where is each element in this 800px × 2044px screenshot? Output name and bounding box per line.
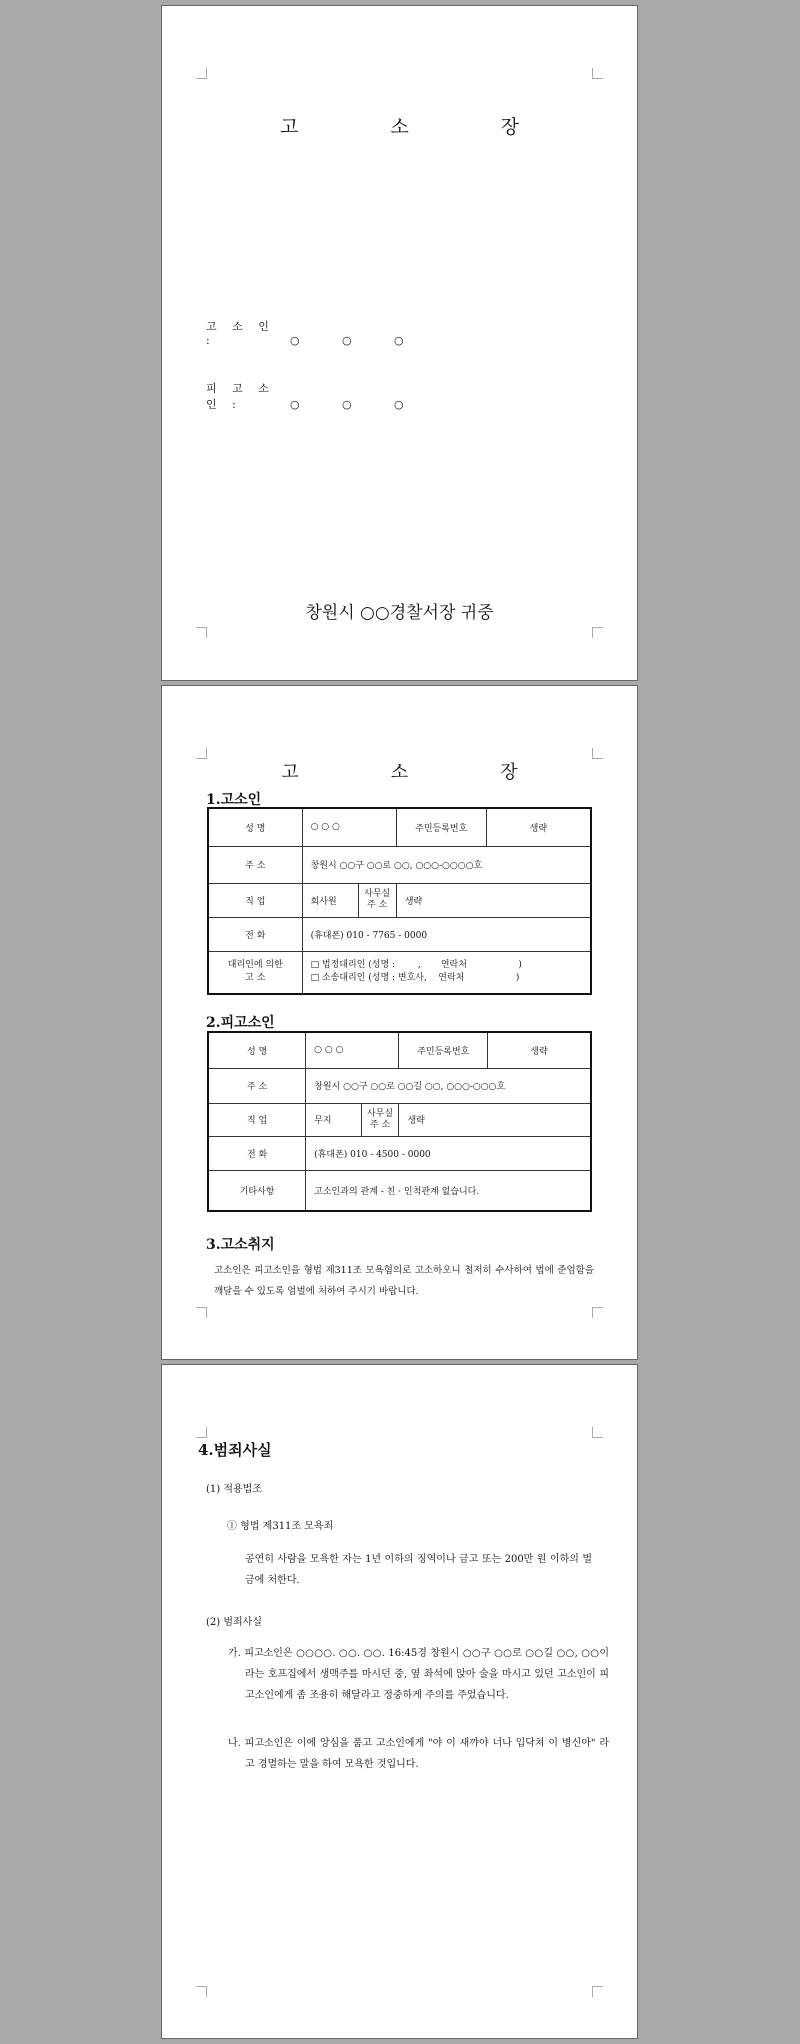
phone-value: (휴대폰) 010 - 4500 - 0000 (306, 1136, 591, 1170)
office-label-line: 주 소 (369, 1119, 391, 1130)
name-mark: ○ (290, 334, 300, 347)
applicable-law-heading: (1) 적용법조 (206, 1484, 262, 1495)
crop-mark (196, 1986, 207, 1997)
address-label: 주 소 (208, 846, 302, 883)
crop-mark (196, 68, 207, 79)
proxy-value (302, 951, 591, 994)
other-value: 고소인과의 관계 - 친 · 인척관계 없습니다. (306, 1170, 591, 1211)
name-mark: ○ (394, 398, 404, 411)
phone-value: (휴대폰) 010 - 7765 - 0000 (302, 917, 591, 951)
address-value: 창원시 ○○구 ○○로 ○○, ○○○-○○○○호 (302, 846, 591, 883)
cover-title (162, 112, 637, 139)
title-char: 장 (500, 762, 518, 783)
office-label (361, 1103, 399, 1136)
table-row (208, 1032, 591, 1068)
name-mark: ○ (342, 334, 352, 347)
name-mark: ○ (394, 334, 404, 347)
proxy-label-line: 대리인에 의한 (227, 960, 283, 971)
crop-mark (592, 1427, 603, 1438)
facts-heading: 4.범죄사실 (198, 1441, 272, 1459)
name-mark: ○ (290, 398, 300, 411)
law-article: ① 형법 제311조 모욕죄 (227, 1521, 334, 1532)
name-value: ○ ○ ○ (306, 1032, 399, 1068)
title-char: 소 (390, 762, 409, 783)
id-label: 주민등록번호 (396, 808, 486, 846)
job-label: 직 업 (208, 883, 302, 917)
name-label: 성 명 (208, 808, 302, 846)
form-title (162, 758, 637, 784)
other-label: 기타사항 (208, 1170, 306, 1211)
id-value: 생략 (486, 808, 591, 846)
table-row (208, 951, 591, 994)
complainant-heading: 1.고소인 (206, 792, 262, 808)
purpose-text: 고소인은 피고소인을 형법 제311조 모욕혐의로 고소하오니 철저히 수사하여 법에 준엄함을 깨달을 수 있도록 엄벌에 처하여 주시기 바랍니다. (214, 1265, 594, 1297)
id-value: 생략 (488, 1032, 591, 1068)
crop-mark (592, 68, 603, 79)
title-char: 고 (281, 762, 299, 783)
table-row (208, 917, 591, 951)
crop-mark (196, 627, 207, 638)
name-value: ○ ○ ○ (302, 808, 396, 846)
proxy-label (208, 951, 302, 994)
form-page (161, 685, 638, 1360)
proxy-line: □ 소송대리인 (성명 : 변호사, 연락처 ) (310, 973, 520, 984)
table-row (208, 1170, 591, 1211)
complainant-label: 고 소 인 : (206, 320, 275, 347)
cover-page (161, 5, 638, 681)
office-label (358, 883, 396, 917)
accused-heading: 2.피고소인 (206, 1015, 275, 1031)
table-row (208, 808, 591, 846)
crop-mark (592, 1307, 603, 1318)
fact-item-ga: 가. 피고소인은 ○○○○. ○○. ○○. 16:45경 창원시 ○○구 ○○로 ○○길 ○○, ○○이라는 호프집에서 생맥주를 마시던 중, 옆 좌석에 앉아 술을 마시고 있던 고소인이 피고소인에게 좀 조용히 해달라고 정중하게 주의를 주었습니다. (228, 1648, 609, 1701)
accused-line (206, 380, 446, 412)
table-row (208, 1103, 591, 1136)
address-label: 주 소 (208, 1068, 306, 1103)
office-label-line: 사무실 (364, 889, 391, 899)
crop-mark (196, 1307, 207, 1318)
fact-item-na: 나. 피고소인은 이에 앙심을 품고 고소인에게 "야 이 새꺄야 너나 입닥쳐 이 병신아" 라고 경멸하는 말을 하여 모욕한 것입니다. (228, 1738, 609, 1770)
proxy-line: □ 법정대리인 (성명 : , 연락처 ) (310, 960, 522, 971)
crime-facts-heading: (2) 범죄사실 (206, 1617, 262, 1628)
crop-mark (592, 627, 603, 638)
table-row (208, 883, 591, 917)
name-mark: ○ (342, 398, 352, 411)
table-row (208, 1068, 591, 1103)
accused-table (207, 1031, 592, 1212)
facts-page (161, 1364, 638, 2039)
address-value: 창원시 ○○구 ○○로 ○○길 ○○, ○○○-○○○호 (306, 1068, 591, 1103)
phone-label: 전 화 (208, 917, 302, 951)
office-label-line: 주 소 (367, 900, 388, 910)
accused-label: 피 고 소 인 : (206, 382, 275, 411)
table-row (208, 846, 591, 883)
office-value: 생략 (399, 1103, 591, 1136)
job-value: 회사원 (302, 883, 358, 917)
job-value: 무지 (306, 1103, 361, 1136)
crop-mark (196, 1427, 207, 1438)
addressee: 창원시 ○○경찰서장 귀중 (305, 603, 494, 623)
complainant-line (206, 318, 446, 347)
id-label: 주민등록번호 (399, 1032, 488, 1068)
title-char: 장 (500, 116, 520, 138)
proxy-label-line: 고 소 (245, 973, 266, 984)
office-label-line: 사무실 (366, 1108, 394, 1119)
purpose-heading: 3.고소취지 (206, 1237, 275, 1253)
job-label: 직 업 (208, 1103, 306, 1136)
title-char: 고 (279, 116, 299, 138)
crop-mark (592, 1986, 603, 1997)
title-char: 소 (390, 116, 409, 138)
law-text: 공연히 사람을 모욕한 자는 1년 이하의 징역이나 금고 또는 200만 원 이하의 벌금에 처한다. (245, 1554, 592, 1586)
office-value: 생략 (396, 883, 591, 917)
phone-label: 전 화 (208, 1136, 306, 1170)
complainant-table (207, 807, 592, 995)
name-label: 성 명 (208, 1032, 306, 1068)
table-row (208, 1136, 591, 1170)
